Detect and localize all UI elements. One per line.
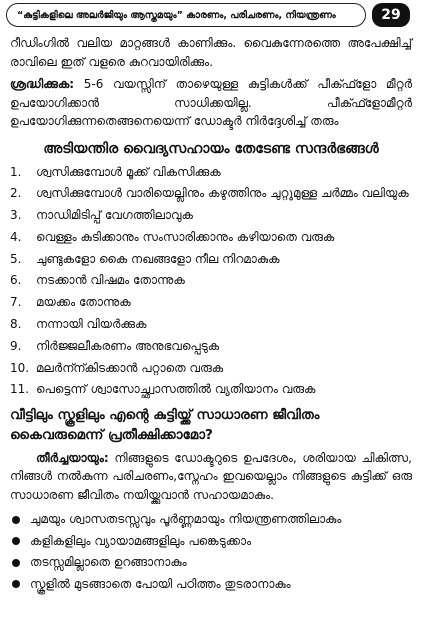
list-item [10, 315, 412, 334]
list-item [10, 228, 412, 247]
question-heading: വീട്ടിലും സ്കൂളിലും എന്റെ കുട്ടിയ്ക്ക് സാധാരണ ജീവിതം കൈവരുമെന്ന് പ്രതീക്ഷിക്കാമോ? [10, 406, 320, 443]
page-number: 29 [372, 3, 410, 27]
list-item-text: മലർന്ന്കിടക്കാൻ പറ്റാതെ വരുക [36, 360, 224, 375]
list-item [10, 293, 412, 312]
note-text: 5-6 വയസ്സിന് താഴെയുള്ള കുട്ടികൾക്ക് പീക്ഫ്ളോ മീറ്റർ ഉപയോഗിക്കാൻ സാധിക്കയില്ല. പീക്ഫ്ളോമീറ്റർ ഉപയോഗിക്കുന്നതെങ്ങനെയെന്ന് ഡോക്ടർ നിർദ്ദേശിച്ച് തരും [10, 77, 412, 128]
note-paragraph [10, 75, 412, 131]
list-item-text: വെള്ളം കുടിക്കാനും സംസാരിക്കാനും കഴിയാതെ വരുക [36, 229, 335, 244]
answer-paragraph [10, 449, 412, 505]
list-item-number: 6. [10, 273, 22, 288]
list-item-number: 5. [10, 251, 22, 266]
bullet-text: തടസ്സമില്ലാതെ ഉറങ്ങാനാകും [30, 555, 187, 570]
bullet-text: ചുമയും ശ്വാസതടസ്സവും പൂർണ്ണമായും നിയന്ത്രണത്തിലാകും [30, 512, 342, 527]
bullet-dot-icon [12, 559, 20, 567]
bullet-dot-icon [12, 580, 20, 588]
list-item [10, 206, 412, 225]
running-header [6, 3, 366, 27]
bullet-dot-icon [12, 516, 20, 524]
list-item-number: 3. [10, 208, 22, 223]
answer-label: തീർച്ചയായും: [36, 450, 109, 465]
list-item-text: നാഡിമിടിപ്പ് വേഗത്തിലാവുക [36, 208, 193, 223]
bullet-item [10, 553, 412, 572]
list-item-number: 9. [10, 338, 22, 353]
list-item [10, 337, 412, 356]
list-item-text: മയക്കം തോന്നുക [36, 295, 131, 310]
list-item [10, 163, 412, 182]
list-item-text: നന്നായി വിയർക്കുക [36, 317, 147, 332]
list-item-text: നടക്കാൻ വിഷമം തോന്നുക [36, 273, 185, 288]
list-item-text: ശ്വസിക്കുമ്പോൾ വാരിയെല്ലിനും കഴുത്തിനും ചുറ്റുമുള്ള ചർമ്മം വലിയുക [36, 186, 409, 201]
header-title: “കുട്ടികളിലെ അലർജിയും ആസ്തമയും” കാരണം, പരിചരണം, നിയന്ത്രണം [17, 9, 336, 21]
list-item-text: ചുണ്ടുകളോ കൈ നഖങ്ങളോ നീല നിറമാകുക [36, 251, 280, 266]
list-item-number: 10. [10, 360, 30, 375]
emergency-heading: അടിയന്തിര വൈദ്യസഹായം തേടേണ്ട സന്ദർഭങ്ങൾ [43, 140, 379, 157]
note-label: ശ്രദ്ധിക്കുക: [10, 77, 75, 91]
page-body [10, 34, 412, 596]
benefits-list [10, 510, 412, 593]
list-item-number: 2. [10, 186, 22, 201]
list-item-number: 4. [10, 229, 22, 244]
bullet-text: കളികളിലും വ്യായാമങ്ങളിലും പങ്കെടുക്കാം [30, 533, 252, 548]
list-item-text: നിർജ്ജലീകരണം അനുഭവപ്പെടുക [36, 338, 220, 353]
list-item-number: 8. [10, 317, 22, 332]
answer-text: നിങ്ങളുടെ ഡോക്ടറുടെ ഉപദേശം, ശരിയായ ചികിത്സ, നിങ്ങൾ നൽകുന്ന പരിചരണം,സ്നേഹം ഇവയെല്ലാം നിങ്ങളുടെ കുട്ടിക്ക് ഒരു സാധാരണ ജീവിതം നയിയ്ക്കുവാൻ സഹായമാകും. [10, 450, 412, 502]
bullet-item [10, 575, 412, 594]
list-item-number: 7. [10, 295, 22, 310]
list-item [10, 359, 412, 378]
bullet-dot-icon [12, 537, 20, 545]
list-item [10, 271, 412, 290]
list-item [10, 184, 412, 203]
intro-paragraph: റീഡിംഗിൽ വലിയ മാറ്റങ്ങൾ കാണിക്കും. വൈകുന്നേരത്തെ അപേക്ഷിച്ച് രാവിലെ ഇത് വളരെ കുറവായിരിക്കും. [10, 36, 412, 69]
bullet-text: സ്കൂളിൽ മുടങ്ങാതെ പോയി പഠിത്തം തുടരാനാകും [30, 576, 291, 591]
list-item [10, 380, 412, 399]
list-item [10, 250, 412, 269]
list-item-text: പെട്ടെന്ന് ശ്വാസോച്ഛ്വാസത്തിൽ വ്യതിയാനം വരുക [36, 382, 316, 397]
bullet-item [10, 510, 412, 529]
emergency-list [10, 163, 412, 399]
bullet-item [10, 532, 412, 551]
list-item-text: ശ്വസിക്കുമ്പോൾ മൂക്ക് വികസിക്കുക [36, 164, 221, 179]
list-item-number: 11. [10, 382, 30, 397]
list-item-number: 1. [10, 164, 22, 179]
